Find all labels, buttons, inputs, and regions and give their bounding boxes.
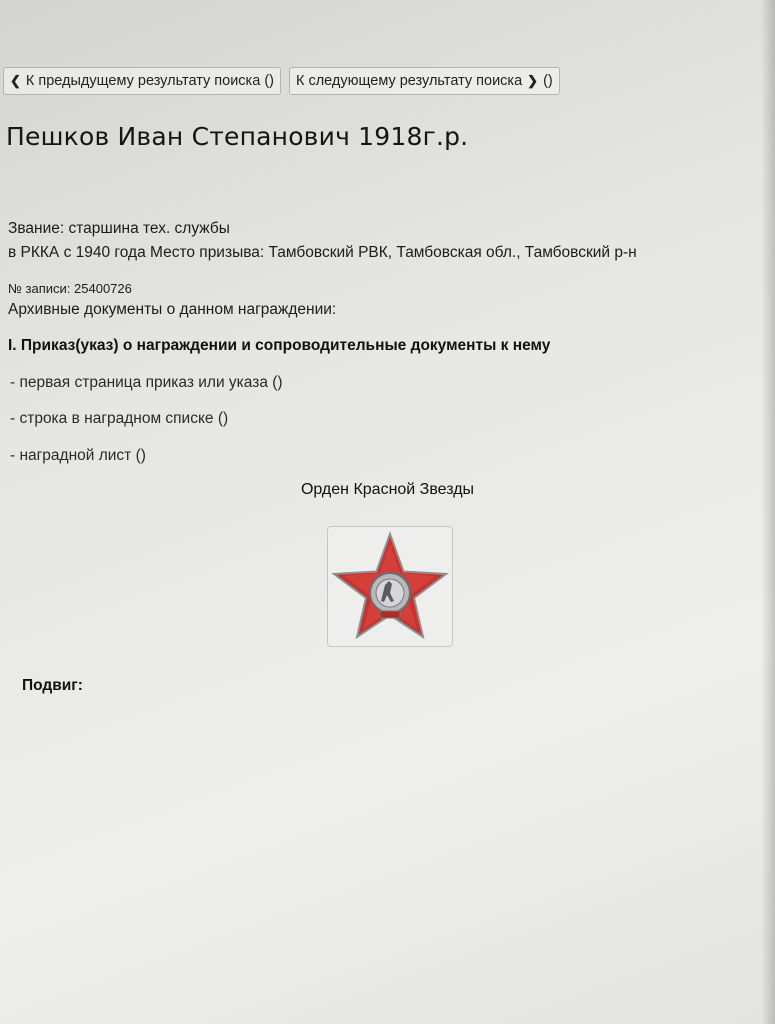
chevron-left-icon: ❮ xyxy=(10,73,21,88)
award-name: Орден Красной Звезды xyxy=(300,481,475,498)
page-edge-shadow xyxy=(761,0,775,1024)
document-link-award-sheet[interactable]: - наградной лист () xyxy=(10,447,146,464)
rank-text: Звание: старшина тех. службы xyxy=(8,220,230,237)
document-link-first-page[interactable]: - первая страница приказ или указа () xyxy=(10,374,283,391)
document-link-award-list-line[interactable]: - строка в наградном списке () xyxy=(10,410,229,427)
prev-result-button[interactable] xyxy=(3,67,281,95)
next-result-label: К следующему результату поиска xyxy=(295,73,523,89)
record-number: № записи: 25400726 xyxy=(8,281,132,296)
search-navigation xyxy=(3,67,560,95)
archive-heading: Архивные документы о данном награждении: xyxy=(8,301,337,318)
red-star-order-icon xyxy=(328,527,452,646)
chevron-right-icon: ❯ xyxy=(527,73,539,88)
award-image[interactable] xyxy=(327,526,453,647)
prev-result-label: К предыдущему результату поиска () xyxy=(25,73,274,89)
next-result-count: () xyxy=(543,73,553,89)
order-section-title: I. Приказ(указ) о награждении и сопроводительные документы к нему xyxy=(8,337,551,354)
person-name-title: Пешков Иван Степанович 1918г.р. xyxy=(6,122,469,151)
hammer-sickle-plate xyxy=(380,611,400,618)
service-text: в РККА с 1940 года Место призыва: Тамбовский РВК, Тамбовская обл., Тамбовский р-н xyxy=(8,244,637,261)
feat-label: Подвиг: xyxy=(22,677,83,694)
next-result-button[interactable] xyxy=(289,67,560,95)
